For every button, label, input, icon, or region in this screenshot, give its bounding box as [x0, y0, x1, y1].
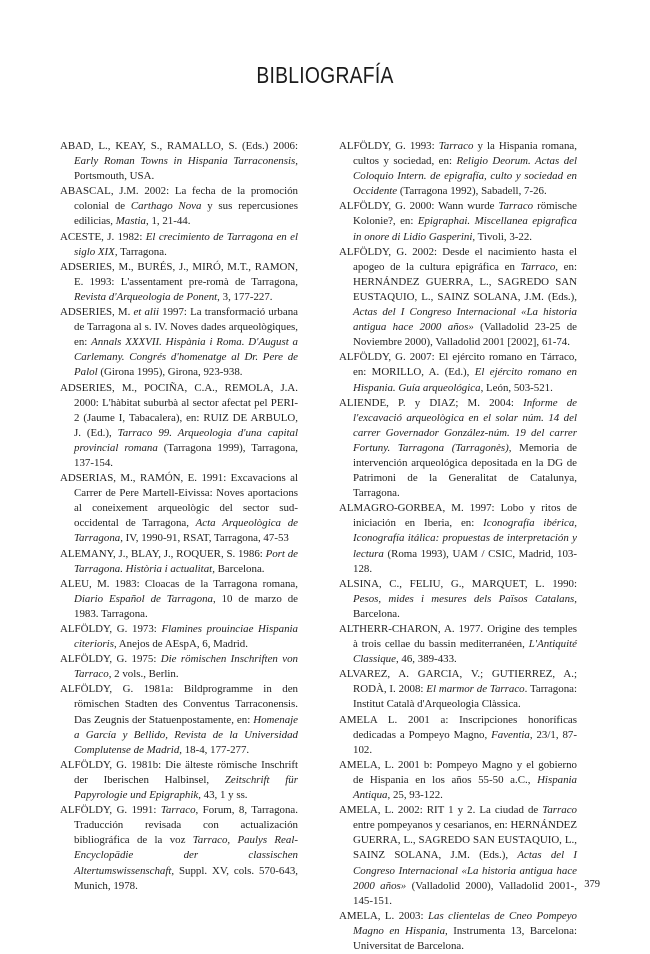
- bibliography-entry: [60, 305, 298, 380]
- entry-text: ALIENDE, P. y DIAZ; M. 2004:: [339, 396, 524, 409]
- entry-text: ALMAGRO-GORBEA, M. 1997: Lobo y ritos de iniciación en Iberia, en:: [339, 502, 577, 530]
- entry-text: , Barcelona.: [212, 562, 265, 575]
- entry-text: , 18-4, 177-277.: [179, 743, 250, 756]
- entry-text: 1997: La transformació urbana de Tarragona al s. IV. Noves dades arqueològiques, en:: [74, 306, 298, 349]
- entry-italic-text: Revista d'Arqueologia de Ponent: [74, 290, 218, 303]
- entry-text: . Tarragona: Institut Català d'Arqueologia Clàssica.: [353, 683, 577, 711]
- bibliography-entry: [339, 396, 577, 502]
- bibliography-entry: [339, 577, 577, 622]
- entry-italic-text: Homenaje a García y Bellido, Revista de la Universidad Complutense de Madrid: [74, 713, 298, 756]
- bibliography-entry: [60, 652, 298, 682]
- entry-text: , 10 de marzo de 1983. Tarragona.: [74, 592, 298, 620]
- entry-italic-text: Epigraphai. Miscellanea epigrafica in onore di Lidio Gasperini: [353, 215, 577, 243]
- entry-italic-text: Diario Español de Tarragona: [74, 592, 213, 605]
- entry-text: ABASCAL, J.M. 2002: La fecha de la promoción colonial de: [60, 185, 298, 213]
- entry-text: ALFÖLDY, G. 1981b: Die älteste römische Inschrift der Iberischen Halbinsel,: [60, 758, 298, 786]
- entry-text: (Girona 1995), Girona, 923-938.: [97, 366, 243, 379]
- bibliography-entry: [60, 184, 298, 229]
- entry-italic-text: Die römischen Inschriften von Tarraco: [74, 653, 298, 681]
- bibliography-entry: [339, 667, 577, 712]
- entry-italic-text: L'Antiquité Classique: [353, 638, 577, 666]
- entry-text: ALFÖLDY, G. 1973:: [60, 623, 162, 635]
- entry-text: , Anejos de AEspA, 6, Madrid.: [113, 638, 248, 651]
- entry-text: , Barcelona.: [353, 592, 577, 620]
- entry-italic-text: Zeitschrift für Papyrologie und Epigraphik: [74, 773, 298, 802]
- entry-text: , en: HERNÁNDEZ GUERRA, L., SAGREDO SAN EUSTAQUIO, L., SAINZ SOLANA, J.M. (Eds.),: [353, 260, 577, 303]
- entry-italic-text: Tarraco: [160, 804, 196, 817]
- entry-text: , 2 vols., Berlin.: [108, 668, 179, 681]
- bibliography-entry: [339, 501, 577, 576]
- bibliography-entry: [339, 713, 577, 758]
- entry-text: , 1, 21-44.: [146, 215, 191, 228]
- entry-text: , Portsmouth, USA.: [74, 155, 298, 183]
- bibliography-entry: [339, 139, 577, 199]
- entry-text: , Tarragona.: [114, 245, 167, 258]
- entry-text: ALFÖLDY, G. 1993:: [339, 140, 439, 152]
- bibliography-entry: [60, 381, 298, 472]
- entry-text: , 3, 177-227.: [217, 290, 273, 303]
- entry-italic-text: Faventia: [491, 728, 530, 741]
- entry-italic-text: Tarraco: [520, 260, 556, 273]
- entry-text: ALTHERR-CHARON, A. 1977. Origine des temples à trois cellae du bassin mediterranéen,: [339, 623, 577, 651]
- bibliography-entry: [60, 260, 298, 305]
- entry-text: entre pompeyanos y cesarianos, en: HERNÁNDEZ GUERRA, L., SAGREDO SAN EUSTAQUIO, L., SAINZ SOLANA, J.M. (Eds.),: [353, 819, 577, 862]
- bibliography-entry: [60, 758, 298, 803]
- entry-text: y sus repercusiones edilicias,: [74, 200, 298, 228]
- bibliography-entry: [60, 547, 298, 577]
- entry-text: , Memoria de intervención arqueológica depositada en la DG de Patrimoni de la Generalitat de Catalunya, Tarragona.: [353, 441, 577, 500]
- page-number: 379: [584, 879, 600, 890]
- bibliography-entry: [339, 350, 577, 395]
- entry-italic-text: Annals XXXVII. Hispània i Roma. D'August a Carlemany. Congrés d'homenatge al Dr. Pere de Palol: [74, 336, 298, 379]
- entry-text: ADSERIES, M., BURÉS, J., MIRÓ, M.T., RAMON, E. 1993: L'assentament pre-romà de Tarragona,: [60, 260, 298, 288]
- entry-italic-text: El crecimiento de Tarragona en el siglo XIX: [74, 230, 298, 258]
- entry-italic-text: Pesos, mides i mesures dels Països Catalans: [353, 592, 575, 605]
- bibliography-column-right: [339, 139, 577, 954]
- bibliography-entry: [339, 245, 577, 351]
- entry-text: ADSERIES, M.: [60, 306, 134, 319]
- bibliography-entry: [60, 230, 298, 260]
- entry-italic-text: Iconografía ibérica, Iconografía itálica: propuestas de interpretación y lectura: [353, 517, 578, 560]
- entry-italic-text: Actas del I Congreso Internacional «La historia antigua hace 2000 años»: [353, 306, 577, 334]
- entry-italic-text: Carthago Nova: [130, 200, 202, 213]
- entry-text: , 46, 389-433.: [395, 653, 457, 666]
- bibliography-entry: [339, 803, 577, 909]
- bibliography-column-left: [60, 139, 298, 894]
- entry-italic-text: Mastia: [115, 215, 146, 228]
- entry-text: , Suppl. XV, cols. 570-643, Munich, 1978.: [74, 864, 298, 892]
- entry-italic-text: Tarraco, Paulys Real-Encyclopädie der classischen Altertumswissenschaft: [74, 834, 298, 877]
- entry-text: ALVAREZ, A. GARCIA, V.; GUTIERREZ, A.; RODÀ, I. 2008:: [339, 668, 577, 696]
- entry-text: , Instrumenta 13, Barcelona: Universitat de Barcelona.: [353, 924, 577, 952]
- entry-text: ADSERIAS, M., RAMÓN, E. 1991: Excavacions al Carrer de Pere Martell-Eivissa: Noves aportacions al coneixement arqueològic del sector sud-occidental de Tarragona,: [60, 472, 298, 530]
- entry-text: ACESTE, J. 1982:: [60, 230, 146, 243]
- entry-italic-text: Tarraco: [438, 140, 474, 152]
- entry-italic-text: Actas del I Congreso Internacional «La historia antigua hace 2000 años»: [353, 849, 578, 892]
- entry-italic-text: et alii: [133, 306, 159, 319]
- entry-text: , 23/1, 87-102.: [353, 728, 577, 756]
- bibliography-entry: [339, 758, 577, 803]
- entry-italic-text: Flamines prouinciae Hispania citerioris: [74, 623, 298, 651]
- entry-text: römische Kolonie?, en:: [353, 200, 577, 228]
- entry-text: ALEU, M. 1983: Cloacas de la Tarragona romana,: [60, 577, 298, 590]
- entry-italic-text: Tarraco 99. Arqueologia d'una capital provincial romana: [74, 426, 298, 454]
- entry-italic-text: Hispania Antiqua: [353, 773, 577, 802]
- entry-italic-text: Las clientelas de Cneo Pompeyo Magno en Hispania: [353, 909, 578, 937]
- entry-italic-text: El marmor de Tarraco: [426, 683, 525, 696]
- entry-italic-text: Port de Tarragona. Història i actualitat: [74, 547, 298, 575]
- entry-text: ALFÖLDY, G. 2002: Desde el nacimiento hasta el apogeo de la cultura epigráfica en: [339, 245, 577, 273]
- entry-text: (Valladolid 23-25 de Noviembre 2000), Valladolid 2001 [2002], 61-74.: [353, 321, 577, 349]
- entry-text: (Valladolid 2000), Valladolid 2001-, 145-151.: [353, 879, 577, 907]
- page-title: BIBLIOGRAFÍA: [256, 62, 394, 88]
- entry-text: , Forum, 8, Tarragona. Traducción revisada con actualización bibliográfica de la voz: [74, 804, 298, 847]
- entry-text: ALFÖLDY, G. 2000: Wann wurde: [339, 200, 499, 213]
- bibliography-entry: [60, 471, 298, 546]
- entry-text: , 43, 1 y ss.: [198, 789, 248, 802]
- bibliography-entry: [60, 682, 298, 757]
- bibliography-entry: [339, 199, 577, 244]
- entry-text: AMELA, L. 2001 b: Pompeyo Magno y el gobierno de Hispania en los años 55-50 a.C.,: [339, 758, 577, 786]
- bibliography-entry: [60, 803, 298, 894]
- entry-italic-text: Religio Deorum. Actas del Coloquio Intern. de epigrafía, culto y sociedad en Occidente: [353, 155, 577, 198]
- entry-italic-text: Acta Arqueològica de Tarragona: [74, 517, 298, 545]
- entry-text: ALFÖLDY, G. 1991:: [60, 804, 161, 817]
- entry-text: , Tivoli, 3-22.: [472, 230, 533, 243]
- entry-italic-text: El ejército romano en Hispania. Guía arqueológica: [353, 366, 578, 394]
- entry-text: , León, 503-521.: [480, 381, 553, 394]
- bibliography-entry: [339, 909, 577, 954]
- entry-text: ALEMANY, J., BLAY, J., ROQUER, S. 1986:: [60, 547, 266, 560]
- entry-text: (Tarragona 1999), Tarragona, 137-154.: [74, 441, 299, 469]
- entry-text: ADSERIES, M., POCIÑA, C.A., REMOLA, J.A. 2000: L'hàbitat suburbà al sector afectat pel PERI-2 (Jaume I, Tabacalera), en: RUIZ DE ARBULO, J. (Ed.),: [60, 381, 298, 439]
- bibliography-entry: [60, 577, 298, 622]
- bibliography-entry: [339, 622, 577, 667]
- entry-text: ALSINA, C., FELIU, G., MARQUET, L. 1990:: [339, 577, 577, 590]
- entry-text: ALFÖLDY, G. 1981a: Bildprogramme in den römischen Stadten des Conventus Tarraconensis. Das Zeugnis der Statuenpostamente, en:: [60, 683, 298, 726]
- entry-italic-text: Tarraco: [498, 200, 534, 213]
- entry-italic-text: Early Roman Towns in Hispania Tarraconensis: [74, 155, 296, 168]
- entry-italic-text: Tarraco: [542, 804, 577, 817]
- bibliography-entry: [60, 139, 298, 184]
- entry-text: ALFÖLDY, G. 2007: El ejército romano en Tárraco, en: MORILLO, A. (Ed.),: [339, 351, 577, 379]
- bibliography-entry: [60, 622, 298, 652]
- entry-text: ABAD, L., KEAY, S., RAMALLO, S. (Eds.) 2006:: [60, 140, 298, 152]
- entry-text: AMELA, L. 2002: RIT 1 y 2. La ciudad de: [339, 804, 543, 817]
- entry-text: AMELA L. 2001 a: Inscripciones honoríficas dedicadas a Pompeyo Magno,: [339, 713, 577, 741]
- entry-text: , 25, 93-122.: [387, 789, 443, 802]
- entry-text: (Roma 1993), UAM / CSIC, Madrid, 103-128.: [353, 547, 577, 575]
- entry-text: , IV, 1990-91, RSAT, Tarragona, 47-53: [120, 532, 289, 545]
- entry-italic-text: Informe de l'excavació arqueològica en el solar núm. 14 del carrer Governador González-núm. 19 del carrer Fortuny. Tarragona (Tarragonès): [353, 396, 577, 454]
- entry-text: AMELA, L. 2003:: [339, 909, 428, 922]
- entry-text: y la Hispania romana, cultos y sociedad, en:: [353, 140, 577, 168]
- entry-text: ALFÖLDY, G. 1975:: [60, 653, 161, 666]
- entry-text: (Tarragona 1992), Sabadell, 7-26.: [397, 185, 547, 198]
